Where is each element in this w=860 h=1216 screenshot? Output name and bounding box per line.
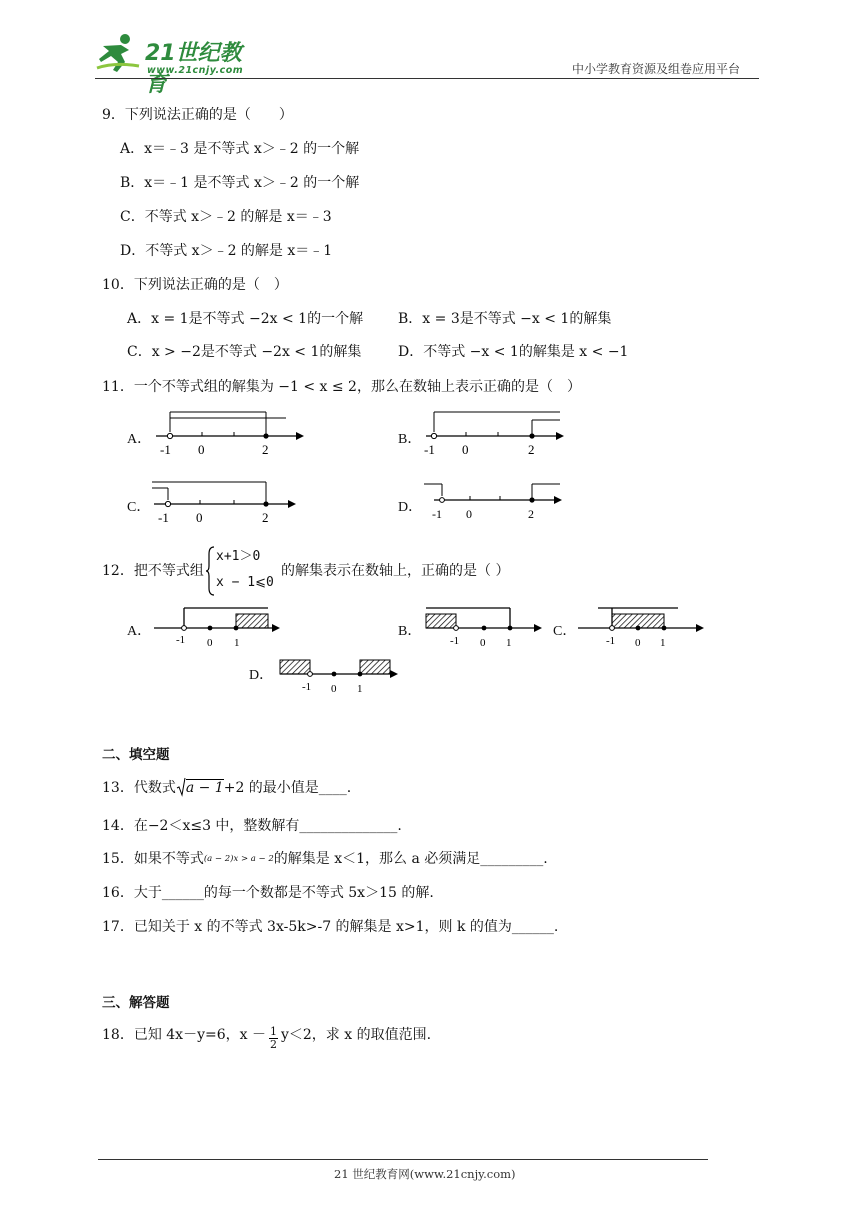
- q11a-tick-2: 2: [262, 442, 269, 457]
- q11-stem: 11．一个不等式组的解集为 −1 < x ≤ 2，那么在数轴上表示正确的是（ ）: [102, 379, 581, 395]
- q11a-tick-neg1: -1: [160, 442, 171, 457]
- runner-logo-icon: [95, 32, 141, 74]
- q11c-tick-2: 2: [262, 510, 269, 525]
- q11d-tick-2: 2: [528, 507, 534, 521]
- question-14: 14．在−2＜x≤3 中，整数解有______________.: [102, 818, 402, 834]
- q18-post: y＜2，求 x 的取值范围.: [280, 1027, 432, 1043]
- q11-numberline-c: [148, 476, 308, 528]
- q15-small-inequality: (a − 2)x > a − 2: [203, 854, 274, 864]
- q9-option-c: C．不等式 x＞﹣2 的解是 x＝﹣3: [120, 209, 332, 225]
- logo-url: www.21cnjy.com: [147, 65, 244, 76]
- question-15: [102, 850, 548, 868]
- q11-numberline-d: [420, 478, 590, 530]
- q12b-tick-neg1: -1: [450, 635, 460, 647]
- q11b-tick-2: 2: [528, 442, 535, 457]
- question-16: 16．大于______的每一个数都是不等式 5x＞15 的解.: [102, 885, 434, 901]
- q12c-tick-1: 1: [660, 637, 666, 649]
- q12-numberline-a: [150, 606, 290, 652]
- q10-option-d: D．不等式 −x < 1的解集是 x < −1: [398, 344, 629, 360]
- q11-label-b: B．: [398, 432, 422, 447]
- q11d-tick-0: 0: [466, 507, 472, 521]
- q11-numberline-b: [420, 408, 590, 460]
- q12-numberline-b: [422, 604, 552, 650]
- q11b-tick-0: 0: [462, 442, 469, 457]
- q11-numberline-a: [148, 408, 308, 460]
- q12-label-c: C．: [553, 624, 577, 639]
- footer-divider: [98, 1159, 708, 1160]
- sqrt-icon: [176, 777, 186, 797]
- q10-stem: 10．下列说法正确的是（ ）: [102, 277, 288, 293]
- q12a-tick-1: 1: [234, 637, 240, 649]
- question-17: 17．已知关于 x 的不等式 3x-5k>-7 的解集是 x>1，则 k 的值为______.: [102, 919, 559, 935]
- q18-pre: 18．已知 4x－y=6，x －: [102, 1027, 266, 1043]
- q10-option-a: A．x = 1是不等式 −2x < 1的一个解: [127, 311, 364, 327]
- q13-radicand: a − 1: [185, 780, 224, 796]
- q12-stem-pre: 12．把不等式组: [102, 563, 204, 579]
- q10-option-b: B．x = 3是不等式 −x < 1的解集: [398, 311, 612, 327]
- q12-stem-post: 的解集表示在数轴上，正确的是（ ）: [281, 563, 510, 579]
- q12-numberline-c: [574, 604, 710, 650]
- q12a-tick-0: 0: [207, 637, 213, 649]
- q12d-tick-0: 0: [331, 683, 337, 695]
- q12d-tick-neg1: -1: [302, 681, 312, 693]
- q11a-tick-0: 0: [198, 442, 205, 457]
- q11c-tick-neg1: -1: [158, 510, 169, 525]
- q11-label-c: C．: [127, 500, 151, 515]
- section-answer-title: 三、解答题: [102, 995, 170, 1011]
- logo-text: 21世纪教育: [145, 41, 242, 97]
- q18-fraction-den: 2: [269, 1038, 277, 1051]
- q13-pre: 13．代数式: [102, 780, 176, 796]
- q12-label-d: D．: [249, 668, 274, 683]
- q12c-tick-0: 0: [635, 637, 641, 649]
- q9-option-d: D．不等式 x＞﹣2 的解是 x＝﹣1: [120, 243, 333, 259]
- q18-fraction-num: 1: [269, 1025, 277, 1038]
- q12-label-b: B．: [398, 624, 422, 639]
- q11b-tick-neg1: -1: [424, 442, 435, 457]
- q13-post: +2 的最小值是____.: [223, 780, 352, 796]
- q12c-tick-neg1: -1: [606, 635, 616, 647]
- q15-pre: 15．如果不等式: [102, 851, 204, 867]
- q12b-tick-1: 1: [506, 637, 512, 649]
- q12-brace-icon: [205, 546, 215, 596]
- platform-name: 中小学教育资源及组卷应用平台: [572, 62, 741, 76]
- q10-option-c: C．x > −2是不等式 −2x < 1的解集: [127, 344, 362, 360]
- q12b-tick-0: 0: [480, 637, 486, 649]
- question-13: [102, 777, 351, 797]
- q12-inequality-2: x − 1⩽0: [216, 575, 274, 590]
- question-18: [102, 1026, 431, 1051]
- q15-post: 的解集是 x＜1，那么 a 必须满足_________.: [273, 851, 548, 867]
- q12-label-a: A．: [127, 624, 152, 639]
- header-divider: [95, 78, 759, 79]
- q9-stem: 9．下列说法正确的是（ ）: [102, 107, 293, 123]
- logo: [95, 32, 255, 97]
- q11c-tick-0: 0: [196, 510, 203, 525]
- q12-numberline-d: [276, 650, 406, 696]
- footer-text: 21 世纪教育网(www.21cnjy.com): [334, 1167, 516, 1181]
- q11d-tick-neg1: -1: [432, 507, 442, 521]
- q12-inequality-1: x+1＞0: [216, 549, 261, 564]
- q12a-tick-neg1: -1: [176, 634, 186, 646]
- q12d-tick-1: 1: [357, 683, 363, 695]
- section-fill-in-title: 二、填空题: [102, 747, 170, 763]
- q11-label-d: D．: [398, 500, 423, 515]
- q18-fraction: [269, 1026, 278, 1051]
- q11-label-a: A．: [127, 432, 152, 447]
- q9-option-a: A．x＝﹣3 是不等式 x＞﹣2 的一个解: [120, 141, 360, 157]
- q9-option-b: B．x＝﹣1 是不等式 x＞﹣2 的一个解: [120, 175, 360, 191]
